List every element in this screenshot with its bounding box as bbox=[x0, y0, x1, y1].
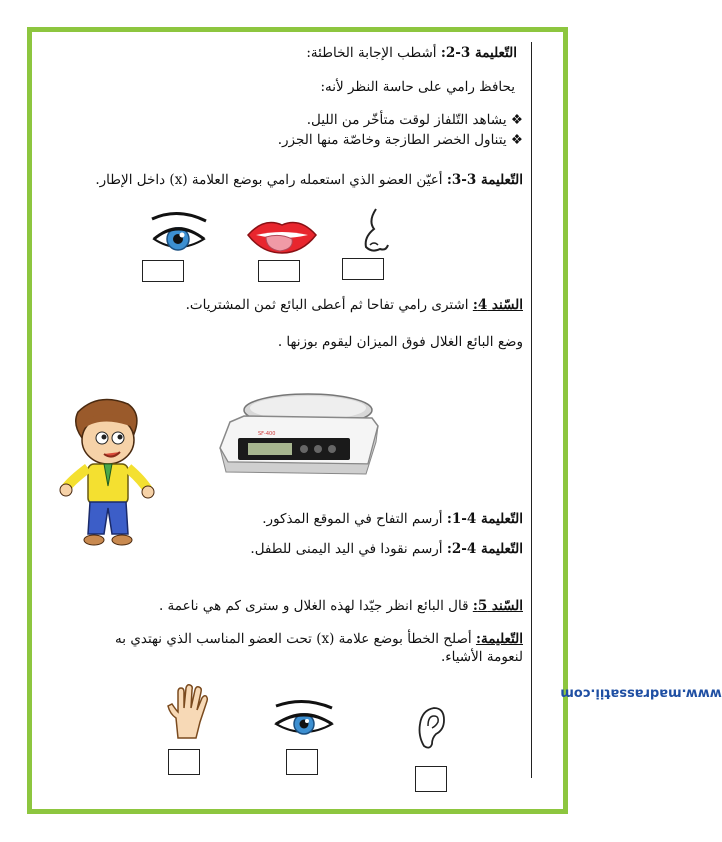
hand-icon bbox=[166, 684, 210, 740]
instruction-5-text: أصلح الخطأ بوضع علامة (x) تحت العضو المناسب الذي نهتدي به bbox=[115, 631, 476, 647]
sanad-5 bbox=[159, 597, 523, 615]
sanad-4-text: اشترى رامي تفاحا ثم أعطى البائع ثمن المشتريات. bbox=[185, 297, 473, 313]
instruction-3-3 bbox=[95, 171, 523, 189]
site-watermark bbox=[532, 612, 722, 802]
answer-box-ear[interactable] bbox=[415, 766, 447, 792]
instruction-4-1 bbox=[262, 510, 523, 528]
sanad-5-label: السّند 5: bbox=[472, 598, 523, 614]
nose-icon bbox=[358, 207, 394, 255]
option-2-text: يتناول الخضر الطازجة وخاصّة منها الجزر. bbox=[277, 132, 507, 148]
sanad-5-text: قال البائع انظر جيّدا لهذه الغلال و سترى كم هي ناعمة . bbox=[158, 598, 473, 614]
instruction-4-2 bbox=[250, 540, 523, 558]
instruction-3-2 bbox=[306, 44, 517, 62]
eye-icon bbox=[272, 700, 336, 740]
bullet-icon: ❖ bbox=[510, 132, 523, 148]
instruction-5-line2: لنعومة الأشياء. bbox=[440, 649, 523, 665]
sanad-4 bbox=[186, 296, 523, 314]
option-1 bbox=[307, 111, 523, 129]
instruction-3-2-intro: يحافظ رامي على حاسة النظر لأنه: bbox=[320, 79, 515, 95]
answer-box-eye[interactable] bbox=[142, 260, 184, 282]
answer-box-hand[interactable] bbox=[168, 749, 200, 775]
instruction-3-2-text: أشطب الإجابة الخاطئة: bbox=[306, 45, 441, 61]
instruction-3-3-text: أعيّن العضو الذي استعمله رامي بوضع العلامة (x) داخل الإطار. bbox=[95, 172, 447, 188]
instruction-3-3-label: التّعليمة 3-3: bbox=[446, 172, 523, 188]
option-2 bbox=[278, 131, 523, 149]
sanad-4-line2: وضع البائع الغلال فوق الميزان ليقوم بوزنها . bbox=[277, 334, 523, 350]
boy-illustration bbox=[58, 394, 154, 548]
watermark-site: www.madrassatii.com bbox=[560, 685, 722, 701]
answer-box-eye[interactable] bbox=[286, 749, 318, 775]
option-1-text: يشاهد التّلفاز لوقت متأخّر من الليل. bbox=[306, 112, 507, 128]
instruction-4-2-label: التّعليمة 4-2: bbox=[446, 541, 523, 557]
scale-brand: SF-400 bbox=[258, 431, 276, 437]
lips-icon bbox=[246, 215, 318, 255]
instruction-4-1-label: التّعليمة 4-1: bbox=[446, 511, 523, 527]
sanad-4-label: السّند 4: bbox=[472, 297, 523, 313]
instruction-5-label: التّعليمة: bbox=[475, 631, 523, 647]
scale-illustration bbox=[218, 392, 384, 482]
instruction-3-2-label: التّعليمة 3-2: bbox=[440, 45, 517, 61]
answer-box-nose[interactable] bbox=[342, 258, 384, 280]
instruction-5 bbox=[115, 630, 523, 648]
instruction-4-1-text: أرسم التفاح في الموقع المذكور. bbox=[262, 511, 447, 527]
eye-icon bbox=[148, 211, 210, 255]
bullet-icon: ❖ bbox=[510, 112, 523, 128]
ear-icon bbox=[416, 706, 446, 750]
instruction-4-2-text: أرسم نقودا في اليد اليمنى للطفل. bbox=[250, 541, 447, 557]
answer-box-lips[interactable] bbox=[258, 260, 300, 282]
